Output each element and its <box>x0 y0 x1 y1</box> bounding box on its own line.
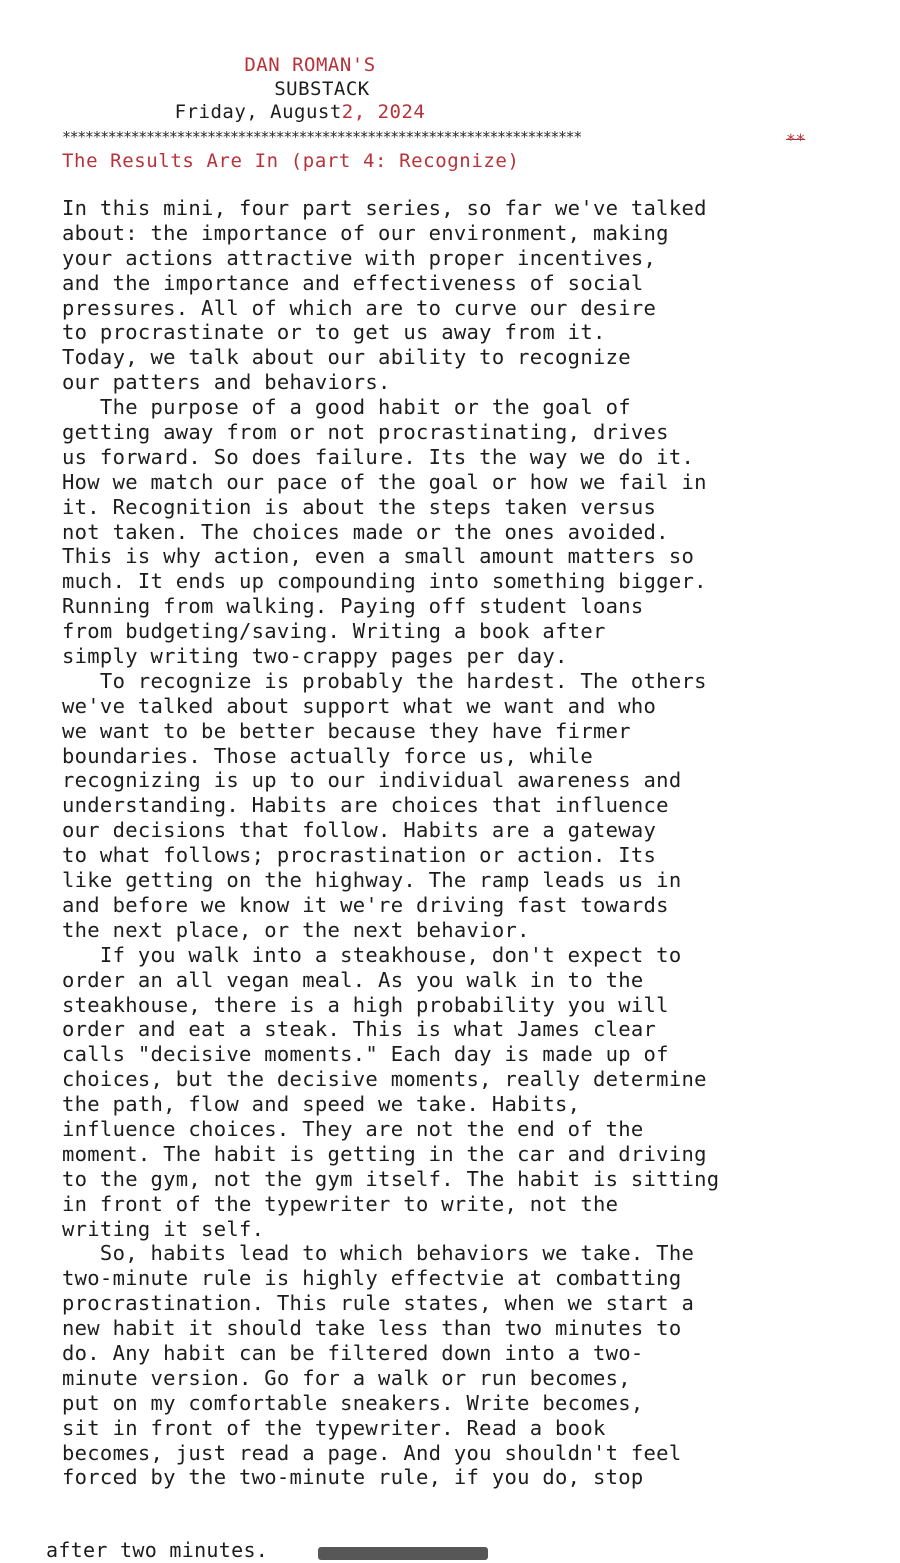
body-line: our patters and behaviors. <box>62 370 391 395</box>
body-line: our decisions that follow. Habits are a gateway <box>62 818 657 843</box>
date-prefix: Friday, August <box>174 101 342 123</box>
publication-heading: SUBSTACK <box>274 78 370 100</box>
body-line: In this mini, four part series, so far we've talked <box>62 196 707 220</box>
body-line: simply writing two-crappy pages per day. <box>62 644 568 669</box>
body-line: we've talked about support what we want and who <box>62 693 657 718</box>
body-line: becomes, just read a page. And you shouldn't feel <box>62 1440 682 1465</box>
star-divider: ******************************************************************** <box>62 128 581 146</box>
body-line: order an all vegan meal. As you walk in to the <box>62 967 644 992</box>
body-line: it. Recognition is about the steps taken versus <box>62 494 657 519</box>
body-line: to the gym, not the gym itself. The habit is sitting <box>62 1166 720 1191</box>
body-line: forced by the two-minute rule, if you do, stop <box>62 1465 644 1490</box>
star-divider-end: ** <box>786 130 806 149</box>
article-title: The Results Are In (part 4: Recognize) <box>62 150 520 172</box>
body-line: If you walk into a steakhouse, don't expect to <box>62 942 682 967</box>
body-line: writing it self. <box>62 1216 265 1241</box>
body-line: and before we know it we're driving fast towards <box>62 892 669 917</box>
date-line <box>0 103 750 122</box>
body-line: To recognize is probably the hardest. The others <box>62 668 707 693</box>
body-line: like getting on the highway. The ramp leads us in <box>62 868 682 893</box>
body-line: about: the importance of our environment, making <box>62 220 669 245</box>
body-line: in front of the typewriter to write, not the <box>62 1191 619 1216</box>
body-line: choices, but the decisive moments, really determine <box>62 1067 707 1092</box>
body-line: procrastination. This rule states, when we start a <box>62 1291 695 1316</box>
body-line: The purpose of a good habit or the goal of <box>62 395 631 420</box>
body-line: So, habits lead to which behaviors we take. The <box>62 1241 695 1266</box>
body-line: calls "decisive moments." Each day is made up of <box>62 1042 669 1067</box>
body-line: steakhouse, there is a high probability you will <box>62 992 669 1017</box>
body-line: to procrastinate or to get us away from it. <box>62 320 606 345</box>
body-line: order and eat a steak. This is what James clear <box>62 1017 657 1042</box>
body-line: new habit it should take less than two minutes to <box>62 1316 682 1341</box>
body-line: do. Any habit can be filtered down into a two- <box>62 1340 644 1365</box>
body-line: boundaries. Those actually force us, while <box>62 743 593 768</box>
body-line: moment. The habit is getting in the car and driving <box>62 1141 707 1166</box>
final-line: after two minutes. <box>46 1538 269 1562</box>
body-line: Today, we talk about our ability to recognize <box>62 345 631 370</box>
body-line: recognizing is up to our individual awareness and <box>62 768 682 793</box>
body-line: from budgeting/saving. Writing a book after <box>62 619 606 644</box>
author-heading: DAN ROMAN'S <box>244 54 376 76</box>
body-line: Running from walking. Paying off student loans <box>62 594 644 619</box>
body-line: to what follows; procrastination or action. Its <box>62 843 657 868</box>
struck-out-text <box>318 1547 488 1560</box>
body-line: put on my comfortable sneakers. Write becomes, <box>62 1390 644 1415</box>
body-line: we want to be better because they have firmer <box>62 718 631 743</box>
body-line: not taken. The choices made or the ones avoided. <box>62 519 669 544</box>
date-suffix: 2, 2024 <box>341 101 426 123</box>
body-line: two-minute rule is highly effectvie at combatting <box>62 1266 682 1291</box>
body-line: much. It ends up compounding into something bigger. <box>62 569 707 594</box>
body-line: pressures. All of which are to curve our desire <box>62 295 657 320</box>
body-line: the next place, or the next behavior. <box>62 917 530 942</box>
body-line: How we match our pace of the goal or how we fail in <box>62 469 707 494</box>
body-line: the path, flow and speed we take. Habits, <box>62 1092 581 1117</box>
body-line: sit in front of the typewriter. Read a book <box>62 1415 606 1440</box>
body-line: getting away from or not procrastinating, drives <box>62 420 669 445</box>
body-line: understanding. Habits are choices that influence <box>62 793 669 818</box>
body-line: and the importance and effectiveness of social <box>62 270 644 295</box>
body-line: This is why action, even a small amount matters so <box>62 544 695 569</box>
body-line: influence choices. They are not the end of the <box>62 1116 644 1141</box>
body-line: us forward. So does failure. Its the way we do it. <box>62 444 695 469</box>
article-body <box>62 196 862 1490</box>
body-line: minute version. Go for a walk or run becomes, <box>62 1365 631 1390</box>
body-line: your actions attractive with proper incentives, <box>62 245 657 270</box>
